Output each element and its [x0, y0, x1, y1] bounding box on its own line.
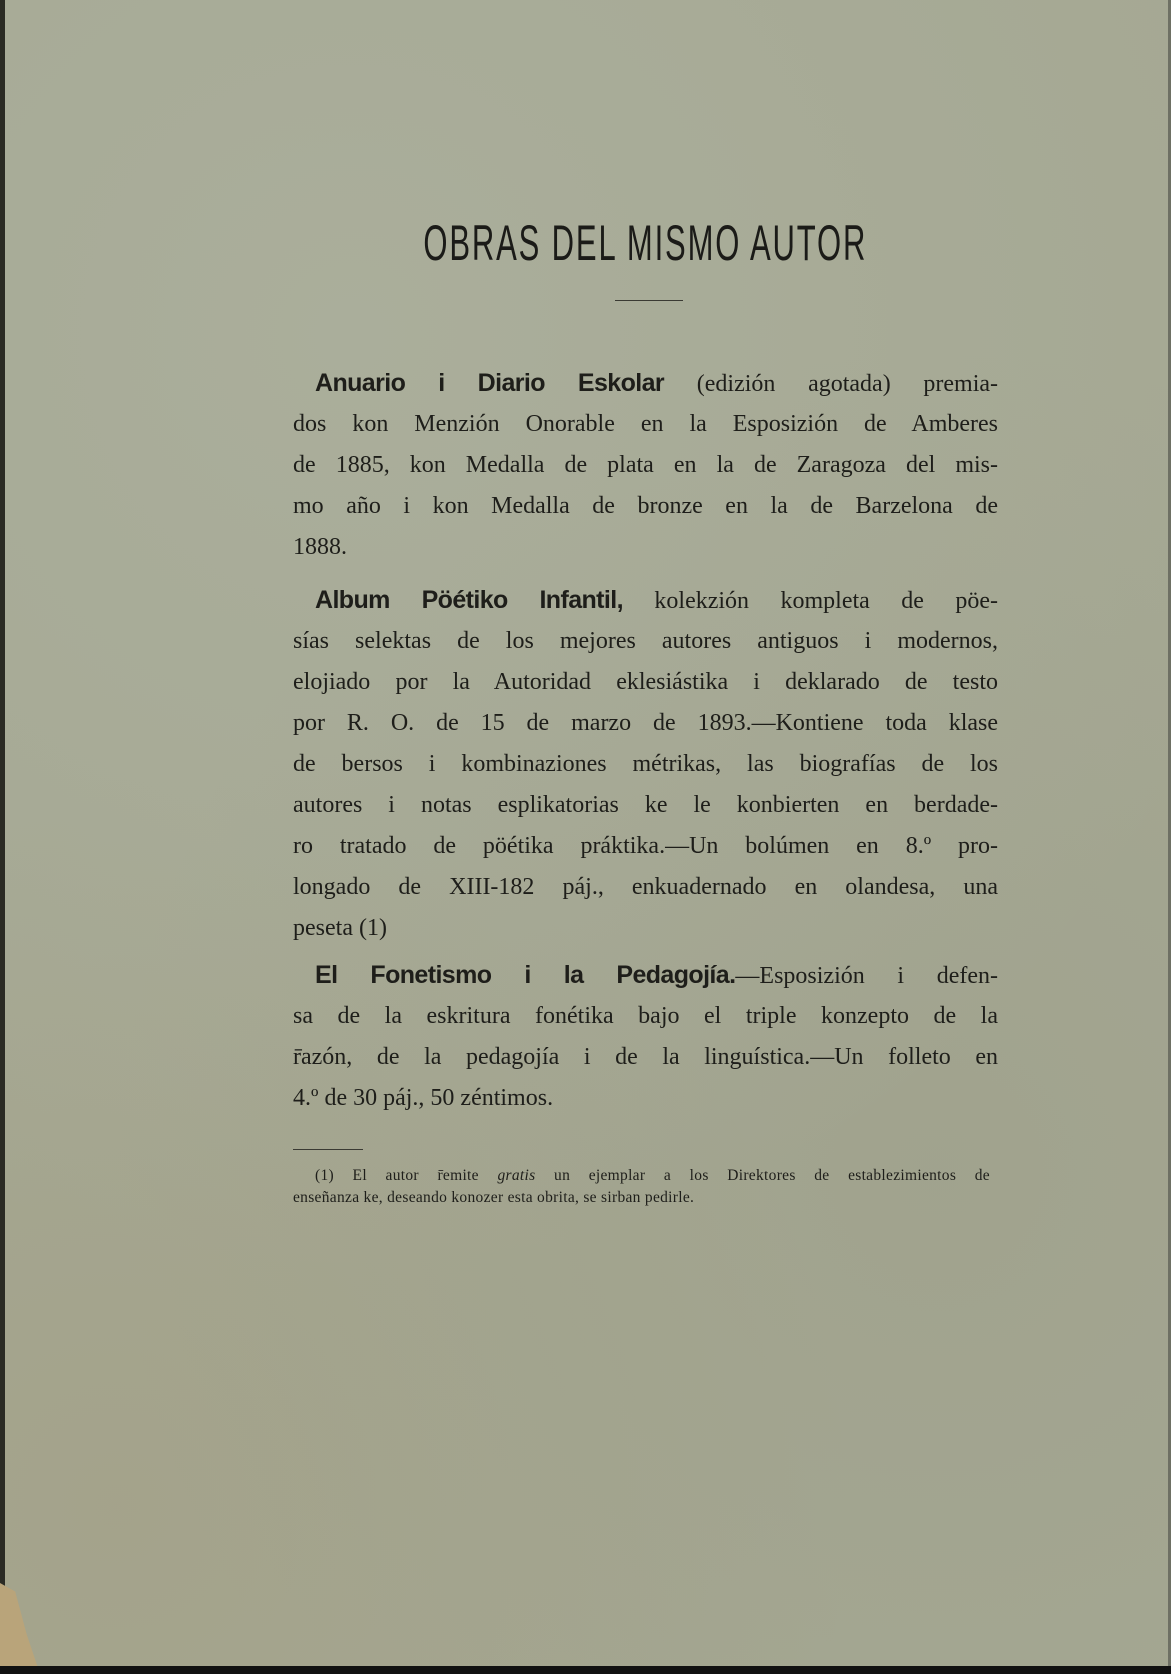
title-divider: [615, 300, 683, 301]
footnote-divider: [293, 1149, 363, 1150]
page-edge-bottom: [0, 1666, 1171, 1674]
entry-line: elojiado por la Autoridad eklesiástika i deklarado de testo: [293, 669, 998, 695]
entry-line: r̄azón, de la pedagojía i de la linguística.—Un folleto en: [293, 1044, 998, 1070]
entry-text: kolekzión kompleta de pöe-: [654, 588, 999, 614]
entry-line: por R. O. de 15 de marzo de 1893.—Kontiene toda klase: [293, 710, 998, 736]
entry-line: ro tratado de pöétika práktika.—Un bolúmen en 8.º pro-: [293, 833, 998, 859]
page-title: OBRAS DEL MISMO AUTOR: [423, 215, 868, 271]
entry-line: 4.º de 30 páj., 50 zéntimos.: [293, 1085, 554, 1111]
entry-title: Album Pöétiko Infantil,: [315, 586, 623, 614]
entry-line: dos kon Menzión Onorable en la Esposizión de Amberes: [293, 411, 998, 437]
footnote-text: un ejemplar a los Direktores de establezimientos de: [554, 1167, 990, 1184]
entry-line: mo año i kon Medalla de bronze en la de Barzelona de: [293, 493, 998, 519]
entry-album: [293, 580, 998, 949]
entry-anuario: [293, 363, 998, 568]
entry-first-line: [293, 580, 998, 621]
entry-title: El Fonetismo i la Pedagojía.: [315, 961, 736, 989]
footnote-line: enseñanza ke, deseando konozer esta obrita, se sirban pedirle.: [293, 1189, 695, 1206]
entry-line: 1888.: [293, 534, 347, 560]
footnote-text: (1) El autor r̄emite: [315, 1167, 479, 1184]
entry-first-line: [293, 363, 998, 404]
torn-corner: [0, 1583, 38, 1668]
entry-fonetismo: [293, 955, 998, 1119]
entry-line: autores i notas esplikatorias ke le konbierten en berdade-: [293, 792, 998, 818]
entry-first-line: [293, 955, 998, 996]
entry-line: de bersos i kombinaziones métrikas, las biografías de los: [293, 751, 998, 777]
entry-text: —Esposizión i defen-: [735, 963, 998, 989]
entry-text: (edizión agotada) premia-: [696, 371, 999, 397]
entry-title: Anuario i Diario Eskolar: [315, 369, 665, 397]
entry-line: sa de la eskritura fonétika bajo el triple konzepto de la: [293, 1003, 998, 1029]
footnote-italic: gratis: [497, 1167, 536, 1184]
footnote: [293, 1165, 990, 1209]
entry-line: peseta (1): [293, 915, 387, 941]
entry-line: longado de XIII-182 páj., enkuadernado en olandesa, una: [293, 874, 998, 900]
entry-line: sías selektas de los mejores autores antiguos i modernos,: [293, 628, 998, 654]
footnote-line: [293, 1165, 990, 1187]
entry-line: de 1885, kon Medalla de plata en la de Zaragoza del mis-: [293, 452, 998, 478]
page-edge-left: [0, 0, 5, 1674]
